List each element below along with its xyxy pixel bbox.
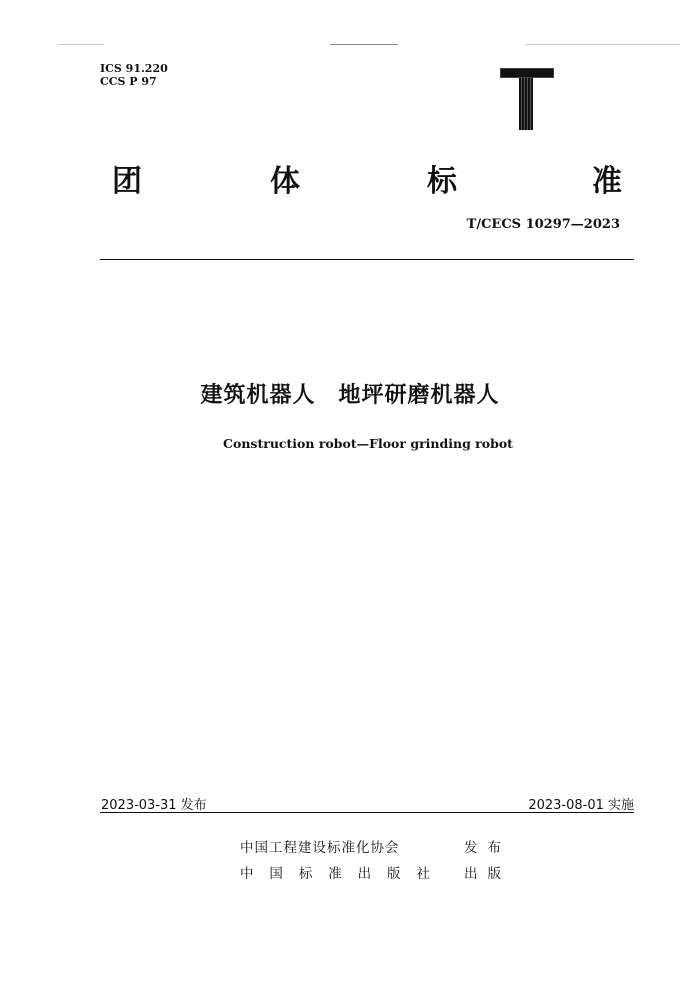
scan-artifact (330, 44, 398, 45)
scan-artifact (525, 44, 680, 45)
standard-type-char: 体 (270, 164, 300, 199)
issue-date: 2023-03-31 发布 (101, 798, 207, 813)
standard-type-char: 团 (112, 164, 142, 199)
top-divider (100, 259, 634, 260)
standard-number: T/CECS 10297—2023 (466, 217, 620, 232)
ccs-code: CCS P 97 (100, 75, 157, 88)
publisher-row (240, 862, 510, 882)
publisher-row (240, 836, 510, 856)
group-standard-t-logo (500, 68, 554, 130)
standard-type-char: 标 (427, 164, 457, 199)
bottom-divider (100, 812, 634, 813)
standard-type-heading (103, 156, 623, 199)
publisher-organization: 中国工程建设标准化协会 (240, 840, 400, 856)
scan-artifact (58, 44, 104, 45)
publisher-organization: 中 国 标 准 出 版 社 (240, 866, 430, 882)
publisher-role: 出版 (464, 866, 511, 882)
classification-codes (100, 62, 168, 88)
title-english: Construction robot—Floor grinding robot (223, 436, 513, 451)
publisher-role: 发布 (464, 840, 511, 856)
ics-code: ICS 91.220 (100, 62, 168, 75)
title-chinese: 建筑机器人 地坪研磨机器人 (200, 383, 500, 408)
implementation-date: 2023-08-01 实施 (528, 798, 634, 813)
standard-type-char: 准 (592, 164, 622, 199)
